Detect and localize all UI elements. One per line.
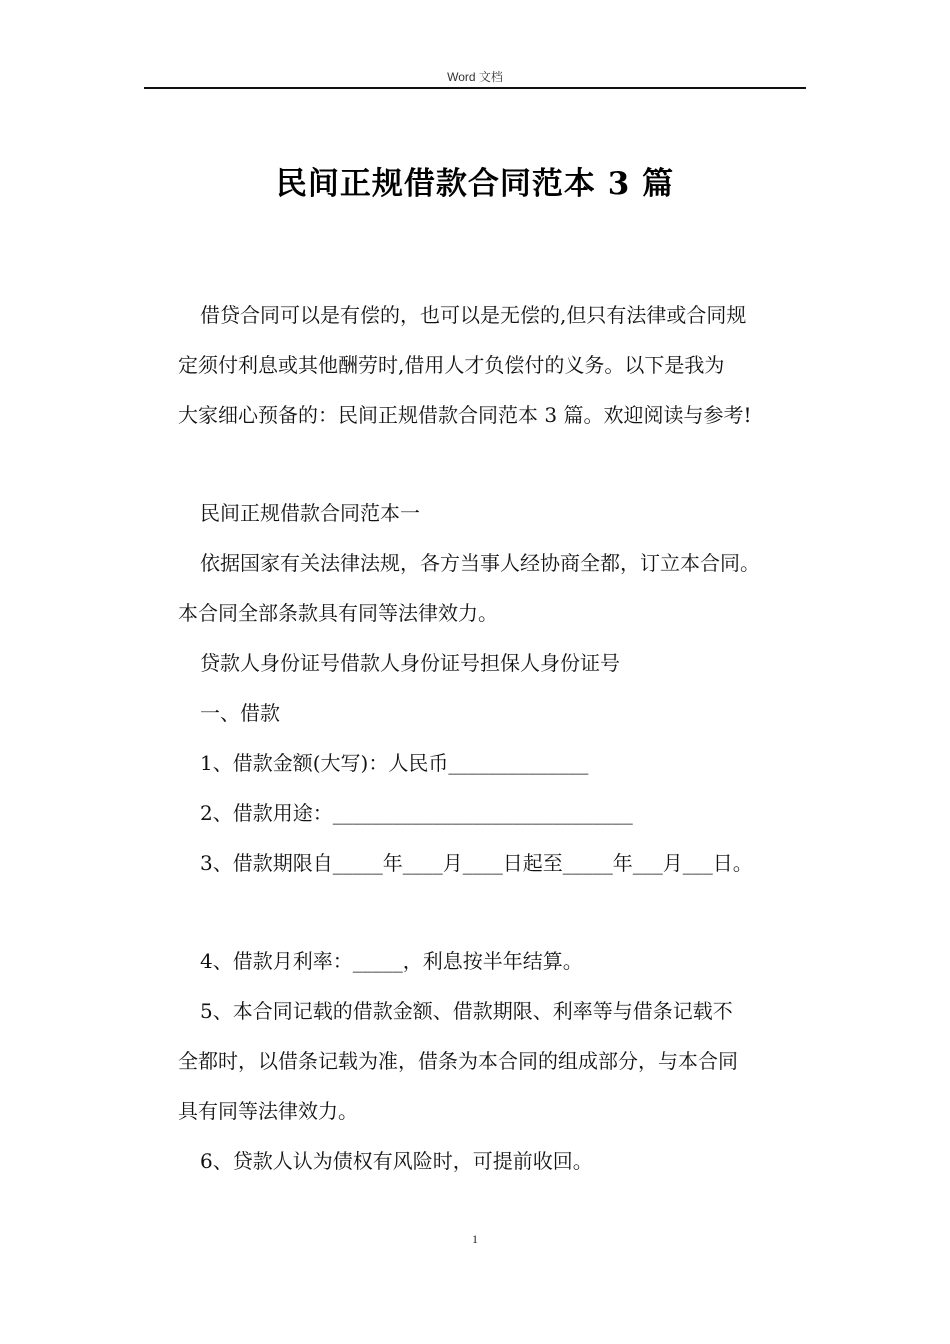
clause-2: 2、借款用途：______________________________ xyxy=(200,801,633,825)
section-heading: 民间正规借款合同范本一 xyxy=(200,501,420,525)
intro-line-2: 定须付利息或其他酬劳时,借用人才负偿付的义务。以下是我为 xyxy=(178,353,725,377)
party-id-line: 贷款人身份证号借款人身份证号担保人身份证号 xyxy=(200,651,620,675)
document-title: 民间正规借款合同范本 3 篇 xyxy=(275,166,675,202)
clause-6: 6、贷款人认为债权有风险时，可提前收回。 xyxy=(200,1149,593,1173)
clause-5-line-1: 5、本合同记载的借款金额、借款期限、利率等与借条记载不 xyxy=(200,999,733,1023)
clause-1: 1、借款金额(大写)：人民币______________ xyxy=(200,751,589,775)
page-number: 1 xyxy=(472,1232,478,1246)
intro-line-1: 借贷合同可以是有偿的，也可以是无偿的,但只有法律或合同规 xyxy=(200,303,747,327)
clause-4: 4、借款月利率：_____，利息按半年结算。 xyxy=(200,949,583,973)
preamble-line-2: 本合同全部条款具有同等法律效力。 xyxy=(178,601,498,625)
intro-line-3: 大家细心预备的：民间正规借款合同范本 3 篇。欢迎阅读与参考! xyxy=(178,403,752,427)
clause-5-line-3: 具有同等法律效力。 xyxy=(178,1099,358,1123)
clause-3: 3、借款期限自_____年____月____日起至_____年___月___日。 xyxy=(200,851,753,875)
header-divider xyxy=(144,87,806,89)
page-header-label: Word 文档 xyxy=(447,70,503,84)
preamble-line-1: 依据国家有关法律法规，各方当事人经协商全都，订立本合同。 xyxy=(200,551,760,575)
clause-heading: 一、借款 xyxy=(200,701,280,725)
clause-5-line-2: 全都时，以借条记载为准，借条为本合同的组成部分，与本合同 xyxy=(178,1049,738,1073)
